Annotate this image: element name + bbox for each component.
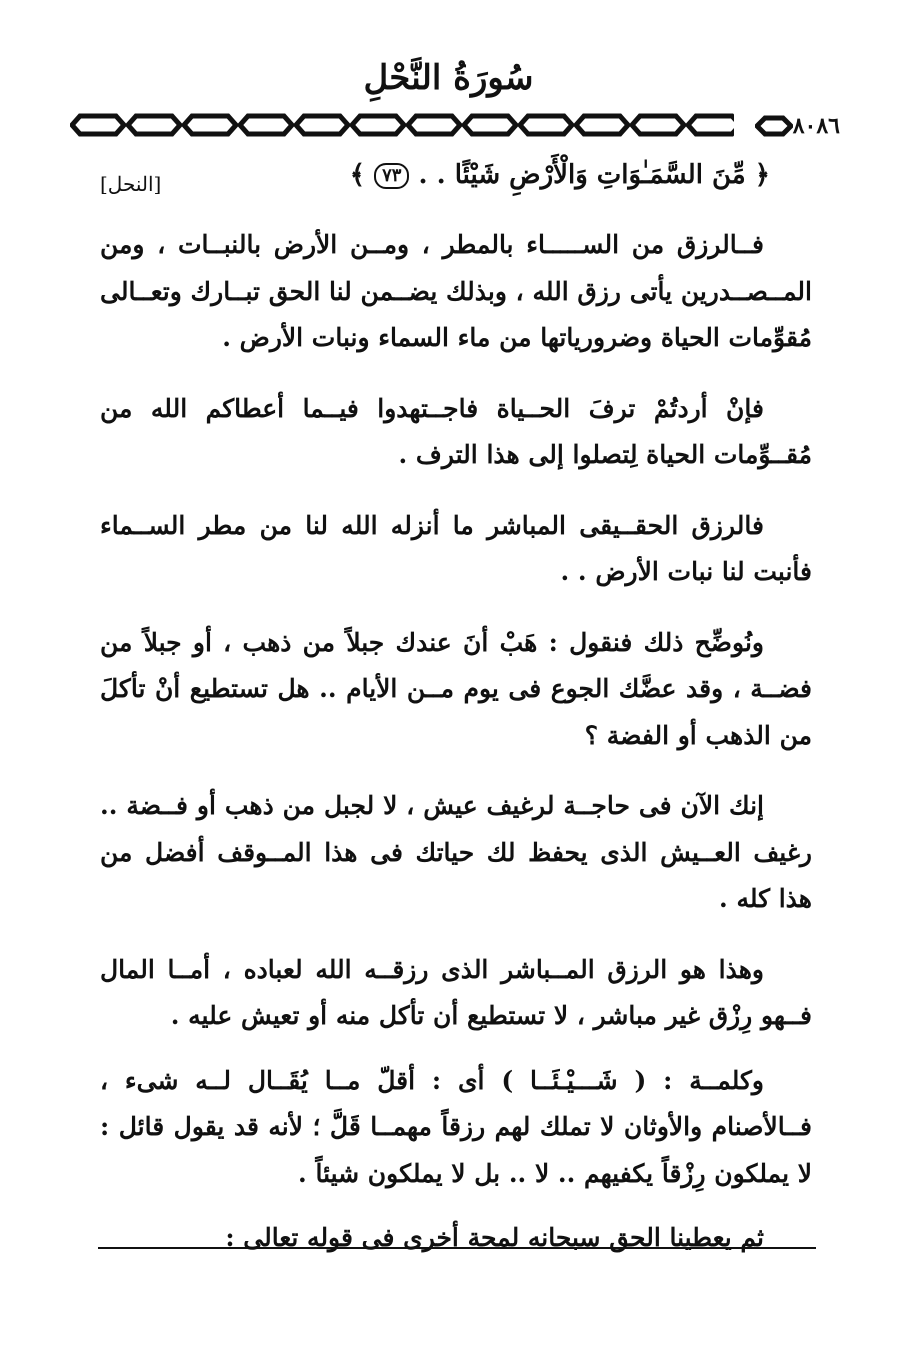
ornament-link — [688, 116, 734, 134]
ornament-link — [240, 116, 292, 134]
paragraph: وهذا هو الرزق المــباشر الذى رزقــه الله لعباده ، أمــا المال فــهو رِزْق غير مباشر ، لا تستطيع أن تأكل منه أو تعيش عليه . — [100, 954, 812, 1030]
ornamental-border — [70, 110, 734, 140]
verse-close-bracket: ﴾ — [349, 160, 366, 190]
paragraph: ثم يعطينا الحق سبحانه لمحة أخرى فى قوله تعالى : — [225, 1223, 764, 1252]
ornament-link — [520, 116, 572, 134]
surah-title: سُورَةُ النَّحْلِ — [363, 58, 534, 98]
ornament-end-icon — [755, 115, 793, 137]
ornament-link — [576, 116, 628, 134]
verse-text: مِّنَ السَّمَـٰوَاتِ وَالْأَرْضِ شَيْئًا . . — [418, 160, 746, 190]
ornament-link — [352, 116, 404, 134]
ornament-link — [464, 116, 516, 134]
paragraph: إنك الآن فى حاجــة لرغيف عيش ، لا لجبل من ذهب أو فــضة .. رغيف العــيش الذى يحفظ لك حياتك فى هذا المــوقف أفضل من هذا كله . — [100, 791, 812, 913]
verse-number: ٧٣ — [374, 163, 409, 189]
paragraph: وكلمــة : ( شَـــيْـئَــا ) أى : أقلّ مــا يُقَــال لــه شىء ، فــالأصنام والأوثان لا تملك لهم رزقاً مهمــا قَلَّ ؛ لأنه قد يقول قائل : لا يملكون رِزْقاً يكفيهم .. لا .. بل لا يملكون شيئاً . — [100, 1065, 812, 1188]
verse-open-bracket: ﴿ — [754, 160, 770, 190]
body-text — [100, 222, 812, 1286]
paragraph: فالرزق الحقــيقى المباشر ما أنزله الله لنا من مطر الســماء فأنبت لنا نبات الأرض . . — [100, 510, 812, 586]
ornament-link — [72, 116, 124, 134]
header-row — [70, 110, 840, 140]
surah-reference: [النحل] — [100, 172, 162, 196]
ornament-link — [184, 116, 236, 134]
ornament-link — [632, 116, 684, 134]
page-number: ٨٠٨٦ — [792, 113, 840, 139]
ornament-link — [128, 116, 180, 134]
ornament-link — [296, 116, 348, 134]
ornament-link — [408, 116, 460, 134]
paragraph: ونُوضِّح ذلك فنقول : هَبْ أنَ عندك جبلاً من ذهب ، أو جبلاً من فضــة ، وقد عضَّك الجوع فى يوم مــن الأيام .. هل تستطيع أنْ تأكلَ من الذهب أو الفضة ؟ — [100, 627, 812, 750]
quoted-verse — [349, 160, 770, 190]
page-number-group — [751, 110, 840, 140]
footer-rule — [98, 1247, 816, 1249]
paragraph: فــالرزق من الســـــاء بالمطر ، ومــن الأرض بالنبــات ، ومن المــصــدرين يأتى رزق الله ، وبذلك يضــمن لنا الحق تبــارك وتعــالى مُقوِّمات الحياة وضرورياتها من ماء السماء ونبات الأرض . — [100, 230, 812, 352]
paragraph: فإنْ أردتُمْ ترفَ الحــياة فاجــتهدوا فيــما أعطاكم الله من مُقــوِّمات الحياة لِتصلوا إلى هذا الترف . — [100, 393, 812, 469]
